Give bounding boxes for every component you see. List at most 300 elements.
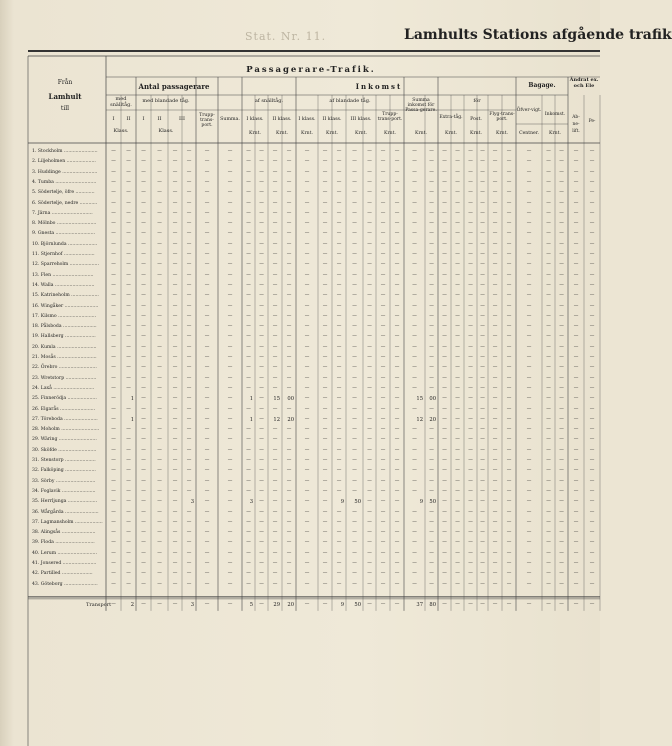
cell-empty: — (589, 561, 595, 566)
cell-empty: — (506, 468, 512, 474)
cls-III-b: III (179, 116, 185, 122)
cell-empty: — (272, 488, 278, 494)
transport-empty: — (111, 601, 116, 607)
inc-I-a: I klass. (246, 117, 264, 122)
cell-empty: — (394, 282, 400, 288)
station-name: 28. Moholm .......................... (32, 427, 100, 433)
cell-empty: — (573, 282, 579, 288)
cell-empty: — (272, 561, 278, 566)
cell-empty: — (559, 416, 564, 422)
cell-empty: — (394, 324, 400, 330)
krnt-label: Krnt. (445, 131, 457, 136)
inc-II-a: II klass. (272, 117, 292, 122)
transport-empty: — (227, 601, 233, 607)
cell-empty: — (352, 272, 357, 278)
cell-value: 00 (429, 396, 436, 403)
station-name: 5. Södertelje, öfre ............. (32, 190, 95, 196)
cell-empty: — (480, 478, 485, 484)
cell-empty: — (204, 272, 210, 278)
cell-empty: — (480, 458, 485, 463)
cell-empty: — (186, 190, 192, 196)
cell-empty: — (246, 159, 251, 165)
cell-empty: — (442, 561, 447, 566)
cell-empty: — (186, 396, 192, 402)
cell-empty: — (259, 221, 264, 227)
cell-empty: — (380, 519, 386, 525)
cell-empty: — (322, 221, 328, 227)
cell-empty: — (455, 159, 460, 165)
cell-empty: — (259, 571, 264, 577)
cell-empty: — (204, 231, 210, 237)
cell-empty: — (157, 355, 162, 360)
cell-empty: — (141, 313, 146, 319)
cell-empty: — (246, 252, 251, 257)
cell-empty: — (304, 282, 310, 288)
cell-empty: — (286, 571, 292, 577)
cell-empty: — (468, 149, 473, 154)
cell-empty: — (186, 488, 192, 494)
cell-empty: — (141, 499, 146, 505)
cell-empty: — (380, 149, 386, 154)
cell-empty: — (204, 179, 210, 185)
cell-empty: — (455, 282, 460, 288)
cell-empty: — (141, 385, 146, 391)
cell-empty: — (589, 427, 595, 433)
cell-empty: — (286, 262, 292, 268)
cell-empty: — (589, 571, 595, 577)
cell-empty: — (492, 293, 498, 299)
cell-empty: — (589, 519, 595, 525)
cell-empty: — (336, 478, 342, 484)
cell-empty: — (412, 488, 417, 494)
cell-empty: — (227, 169, 233, 175)
cell-empty: — (468, 293, 473, 299)
cell-empty: — (186, 221, 192, 227)
cell-empty: — (322, 416, 328, 422)
cell-empty: — (157, 530, 162, 536)
cell-empty: — (546, 303, 551, 309)
cell-empty: — (455, 262, 460, 268)
cell-empty: — (304, 241, 310, 247)
cell-empty: — (546, 561, 551, 566)
cell-empty: — (246, 509, 251, 515)
cell-empty: — (126, 499, 131, 505)
cell-empty: — (227, 272, 233, 278)
cell-empty: — (468, 499, 473, 505)
cell-empty: — (492, 396, 498, 402)
station-name: 12. Sparreholm .................... (32, 262, 99, 268)
cell-empty: — (286, 499, 292, 505)
cell-empty: — (442, 427, 447, 433)
cell-empty: — (227, 530, 233, 536)
cell-empty: — (352, 375, 357, 381)
cell-empty: — (367, 396, 372, 402)
cell-empty: — (322, 385, 328, 391)
cell-empty: — (468, 190, 473, 196)
cell-empty: — (322, 540, 328, 546)
cell-empty: — (394, 344, 400, 350)
cell-empty: — (546, 416, 551, 422)
cell-empty: — (442, 581, 447, 587)
cell-empty: — (367, 375, 372, 381)
cell-empty: — (546, 179, 551, 185)
cell-empty: — (111, 169, 116, 175)
cell-empty: — (322, 437, 328, 443)
cell-empty: — (246, 231, 251, 237)
cell-empty: — (573, 344, 579, 350)
cell-empty: — (526, 179, 532, 185)
cell-empty: — (589, 550, 595, 556)
cell-empty: — (546, 334, 551, 340)
cell-empty: — (322, 179, 328, 185)
station-name: 11. Stjernhof ..................... (32, 252, 95, 257)
cell-empty: — (336, 509, 342, 515)
cell-empty: — (336, 416, 342, 422)
cell-empty: — (589, 221, 595, 227)
cell-empty: — (227, 252, 233, 257)
cell-value: 00 (287, 396, 294, 403)
cell-empty: — (272, 530, 278, 536)
cell-empty: — (442, 252, 447, 257)
transport-empty: — (559, 601, 564, 607)
cell-empty: — (506, 540, 512, 546)
cell-empty: — (526, 200, 532, 206)
cell-empty: — (204, 509, 210, 515)
cell-empty: — (442, 416, 447, 422)
cell-empty: — (380, 478, 386, 484)
cell-empty: — (172, 488, 178, 494)
cell-empty: — (322, 355, 328, 360)
cell-empty: — (157, 571, 162, 577)
cell-empty: — (589, 149, 595, 154)
cell-empty: — (111, 458, 116, 463)
cell-empty: — (589, 344, 595, 350)
edge-header: Ändrat ex. och Ele (569, 77, 599, 89)
cell-empty: — (286, 540, 292, 546)
cell-empty: — (506, 447, 512, 453)
cell-empty: — (172, 478, 178, 484)
cell-empty: — (468, 344, 473, 350)
cell-empty: — (455, 231, 460, 237)
cell-empty: — (186, 530, 192, 536)
cell-empty: — (259, 396, 264, 402)
cell-empty: — (367, 488, 372, 494)
krnt-label: Krnt. (549, 131, 561, 136)
cell-empty: — (126, 581, 131, 587)
cell-empty: — (304, 221, 310, 227)
cell-empty: — (506, 355, 512, 360)
cell-empty: — (259, 561, 264, 566)
cell-empty: — (589, 447, 595, 453)
cell-empty: — (455, 396, 460, 402)
cell-empty: — (157, 324, 162, 330)
cell-empty: — (227, 447, 233, 453)
cell-empty: — (227, 210, 233, 216)
cell-empty: — (286, 385, 292, 391)
cell-empty: — (480, 468, 485, 474)
cell-empty: — (442, 437, 447, 443)
cell-empty: — (286, 437, 292, 443)
cell-empty: — (126, 406, 131, 412)
cell-empty: — (322, 313, 328, 319)
cell-empty: — (442, 385, 447, 391)
cell-empty: — (526, 221, 532, 227)
cell-empty: — (204, 365, 210, 371)
cell-empty: — (111, 159, 116, 165)
cell-empty: — (468, 540, 473, 546)
cell-empty: — (429, 437, 434, 443)
cell-empty: — (367, 272, 372, 278)
cell-empty: — (272, 519, 278, 525)
cell-empty: — (526, 252, 532, 257)
cell-empty: — (429, 262, 434, 268)
cell-empty: — (111, 303, 116, 309)
cell-empty: — (480, 179, 485, 185)
cell-empty: — (172, 375, 178, 381)
cell-empty: — (141, 561, 146, 566)
cell-empty: — (111, 437, 116, 443)
cell-empty: — (227, 571, 233, 577)
cell-empty: — (589, 179, 595, 185)
cell-empty: — (322, 272, 328, 278)
cell-value: 9 (340, 499, 344, 506)
cell-empty: — (468, 427, 473, 433)
transport-value: 37 (416, 601, 423, 608)
cell-empty: — (286, 375, 292, 381)
cell-empty: — (141, 427, 146, 433)
cell-empty: — (286, 509, 292, 515)
cell-empty: — (227, 406, 233, 412)
cell-empty: — (157, 262, 162, 268)
cell-empty: — (304, 324, 310, 330)
cell-empty: — (111, 355, 116, 360)
cell-empty: — (126, 169, 131, 175)
cell-empty: — (546, 262, 551, 268)
cell-empty: — (352, 355, 357, 360)
krnt-label: Krnt. (470, 131, 482, 136)
cell-empty: — (272, 200, 278, 206)
cell-empty: — (394, 385, 400, 391)
cell-empty: — (380, 262, 386, 268)
cell-empty: — (526, 447, 532, 453)
cell-empty: — (322, 252, 328, 257)
cell-empty: — (172, 581, 178, 587)
cell-empty: — (367, 437, 372, 443)
from-label: Från Lamhult till (48, 79, 82, 113)
cell-empty: — (394, 550, 400, 556)
transport-empty: — (322, 601, 328, 607)
cell-empty: — (559, 334, 564, 340)
cell-empty: — (172, 519, 178, 525)
cell-empty: — (468, 561, 473, 566)
cell-empty: — (141, 159, 146, 165)
cell-empty: — (412, 282, 417, 288)
cell-empty: — (227, 478, 233, 484)
cell-empty: — (259, 406, 264, 412)
cell-empty: — (246, 561, 251, 566)
cell-empty: — (442, 447, 447, 453)
cell-empty: — (204, 406, 210, 412)
cell-empty: — (141, 303, 146, 309)
cell-empty: — (468, 406, 473, 412)
cell-empty: — (367, 262, 372, 268)
cell-empty: — (336, 200, 342, 206)
cell-empty: — (559, 303, 564, 309)
cell-empty: — (412, 179, 417, 185)
cell-empty: — (352, 159, 357, 165)
cell-empty: — (526, 385, 532, 391)
station-name: 29. Wäring .......................... (32, 437, 97, 443)
cell-empty: — (559, 355, 564, 360)
cell-empty: — (412, 571, 417, 577)
cell-empty: — (286, 282, 292, 288)
cell-empty: — (172, 385, 178, 391)
cell-empty: — (506, 262, 512, 268)
cell-empty: — (442, 396, 447, 402)
cell-empty: — (111, 396, 116, 402)
cell-empty: — (304, 581, 310, 587)
cell-empty: — (126, 437, 131, 443)
cell-empty: — (412, 241, 417, 247)
cell-empty: — (394, 313, 400, 319)
cell-empty: — (455, 468, 460, 474)
cell-empty: — (546, 478, 551, 484)
cell-empty: — (468, 447, 473, 453)
cell-empty: — (186, 447, 192, 453)
cell-empty: — (429, 355, 434, 360)
cell-empty: — (546, 221, 551, 227)
cell-empty: — (126, 324, 131, 330)
cell-empty: — (380, 540, 386, 546)
cell-empty: — (559, 149, 564, 154)
cell-empty: — (336, 488, 342, 494)
cell-empty: — (429, 550, 434, 556)
cell-empty: — (442, 499, 447, 505)
transport-empty: — (480, 601, 485, 607)
cell-empty: — (394, 375, 400, 381)
cell-empty: — (259, 200, 264, 206)
cell-empty: — (272, 406, 278, 412)
cell-empty: — (573, 169, 579, 175)
cell-empty: — (272, 344, 278, 350)
cell-empty: — (126, 241, 131, 247)
cell-empty: — (186, 159, 192, 165)
cell-empty: — (480, 159, 485, 165)
cell-empty: — (429, 385, 434, 391)
cell-empty: — (526, 519, 532, 525)
cell-empty: — (272, 571, 278, 577)
cell-empty: — (468, 530, 473, 536)
cell-empty: — (259, 468, 264, 474)
cell-empty: — (468, 468, 473, 474)
cell-empty: — (322, 303, 328, 309)
cell-empty: — (186, 468, 192, 474)
cell-empty: — (455, 190, 460, 196)
cell-empty: — (559, 159, 564, 165)
cell-empty: — (492, 519, 498, 525)
cell-empty: — (559, 365, 564, 371)
cell-empty: — (141, 478, 146, 484)
cell-empty: — (442, 159, 447, 165)
cell-empty: — (394, 355, 400, 360)
cell-empty: — (429, 293, 434, 299)
cell-empty: — (412, 210, 417, 216)
cell-empty: — (442, 324, 447, 330)
cell-empty: — (468, 458, 473, 463)
cell-empty: — (186, 303, 192, 309)
cell-empty: — (429, 241, 434, 247)
faded-header-text: Stat. Nr. 11. (245, 30, 327, 43)
cell-empty: — (259, 355, 264, 360)
cell-empty: — (157, 468, 162, 474)
cell-empty: — (526, 458, 532, 463)
cell-empty: — (412, 313, 417, 319)
cell-empty: — (455, 478, 460, 484)
cell-empty: — (259, 179, 264, 185)
cell-empty: — (589, 241, 595, 247)
cell-empty: — (480, 416, 485, 422)
cell-empty: — (272, 282, 278, 288)
cell-empty: — (394, 365, 400, 371)
cell-empty: — (204, 221, 210, 227)
transport-empty: — (141, 601, 146, 607)
cell-empty: — (380, 375, 386, 381)
cell-empty: — (352, 540, 357, 546)
cell-empty: — (227, 231, 233, 237)
af-snalltag-header: af snälltåg. (254, 98, 284, 104)
cell-empty: — (589, 262, 595, 268)
cell-empty: — (573, 530, 579, 536)
cell-empty: — (259, 550, 264, 556)
cell-empty: — (480, 355, 485, 360)
cell-empty: — (157, 478, 162, 484)
cell-empty: — (322, 396, 328, 402)
cell-empty: — (380, 509, 386, 515)
transport-value: 80 (429, 601, 436, 608)
cell-empty: — (546, 282, 551, 288)
cell-empty: — (272, 499, 278, 505)
cell-empty: — (455, 149, 460, 154)
cell-empty: — (429, 540, 434, 546)
cell-empty: — (246, 282, 251, 288)
cell-empty: — (172, 252, 178, 257)
cell-empty: — (380, 458, 386, 463)
cell-empty: — (304, 200, 310, 206)
cell-empty: — (304, 488, 310, 494)
cell-empty: — (546, 355, 551, 360)
cell-empty: — (526, 416, 532, 422)
transport-label: Transport (86, 601, 112, 608)
cell-empty: — (526, 437, 532, 443)
cell-empty: — (336, 385, 342, 391)
cell-empty: — (272, 468, 278, 474)
cell-empty: — (304, 149, 310, 154)
cell-empty: — (126, 530, 131, 536)
cell-empty: — (172, 499, 178, 505)
cell-empty: — (111, 262, 116, 268)
cell-empty: — (186, 210, 192, 216)
cell-empty: — (506, 282, 512, 288)
krnt-label: Krnt. (415, 131, 427, 136)
station-name: 14. Walla ........................... (32, 282, 95, 288)
cell-empty: — (492, 550, 498, 556)
cell-empty: — (352, 282, 357, 288)
cell-empty: — (304, 396, 310, 402)
cell-empty: — (526, 190, 532, 196)
cell-empty: — (412, 200, 417, 206)
cell-empty: — (246, 519, 251, 525)
cell-empty: — (468, 355, 473, 360)
